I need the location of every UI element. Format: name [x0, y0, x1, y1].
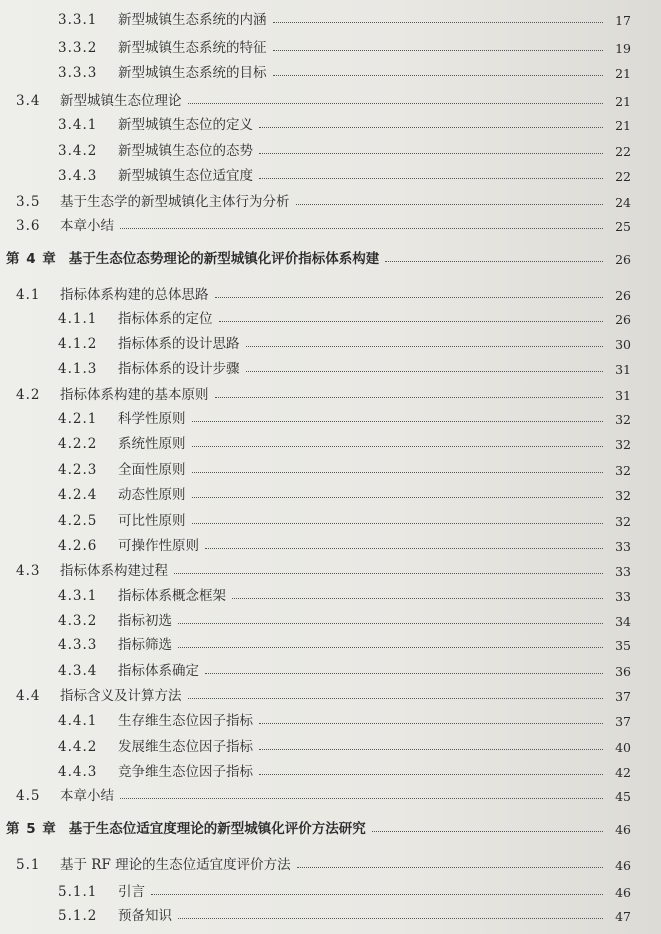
- toc-entry[interactable]: [0, 111, 661, 133]
- toc-entry-title: 可操作性原则: [118, 538, 199, 554]
- toc-entry-number: 4.3: [16, 563, 41, 579]
- toc-entry-title: 指标体系构建的总体思路: [60, 287, 209, 303]
- toc-entry-number: 5.1.1: [58, 884, 98, 900]
- dot-leader: [273, 22, 604, 23]
- toc-page-number: 47: [615, 909, 631, 924]
- dot-leader: [188, 103, 604, 104]
- dot-leader: [259, 127, 603, 128]
- toc-page-number: 26: [615, 312, 631, 327]
- toc-entry-title: 新型城镇生态系统的特征: [118, 40, 267, 56]
- dot-leader: [297, 867, 603, 868]
- toc-entry-number: 3.5: [16, 194, 41, 210]
- toc-entry-title: 动态性原则: [118, 487, 186, 503]
- toc-page-number: 37: [615, 689, 631, 704]
- toc-entry-number: 4.5: [16, 788, 41, 804]
- toc-entry-number: 5.1: [16, 857, 41, 873]
- toc-entry[interactable]: [0, 188, 661, 210]
- toc-page-number: 32: [615, 412, 631, 427]
- dot-leader: [259, 774, 603, 775]
- toc-entry-number: 4.2: [16, 387, 41, 403]
- dot-leader: [259, 153, 603, 154]
- toc-entry[interactable]: [0, 682, 661, 704]
- toc-entry-number: 4.4.3: [58, 764, 98, 780]
- toc-entry-title: 基于生态位适宜度理论的新型城镇化评价方法研究: [68, 821, 366, 837]
- toc-entry-number: 3.6: [16, 218, 41, 234]
- toc-entry-title: 指标体系的设计思路: [118, 336, 240, 352]
- toc-entry[interactable]: [0, 758, 661, 780]
- toc-entry[interactable]: [0, 59, 661, 81]
- dot-leader: [219, 321, 604, 322]
- toc-entry-title: 可比性原则: [118, 513, 186, 529]
- toc-page-number: 33: [615, 564, 631, 579]
- toc-entry[interactable]: [0, 330, 661, 352]
- dot-leader: [205, 548, 603, 549]
- toc-page-number: 26: [615, 288, 631, 303]
- toc-entry-number: 4.2.3: [58, 462, 98, 478]
- toc-entry-number: 5.1.2: [58, 908, 98, 924]
- dot-leader: [246, 346, 604, 347]
- toc-entry-title: 基于生态学的新型城镇化主体行为分析: [60, 194, 290, 210]
- dot-leader: [259, 723, 603, 724]
- toc-entry[interactable]: [0, 481, 661, 503]
- toc-entry-number: 4.2.2: [58, 436, 98, 452]
- toc-entry-title: 指标体系构建的基本原则: [60, 387, 209, 403]
- toc-entry[interactable]: [0, 281, 661, 303]
- toc-entry-title: 预备知识: [118, 908, 172, 924]
- dot-leader: [192, 446, 604, 447]
- toc-page-number: 42: [615, 765, 631, 780]
- toc-entry[interactable]: [0, 87, 661, 109]
- dot-leader: [120, 228, 603, 229]
- toc-page-number: 21: [615, 118, 631, 133]
- toc-entry-number: 4.1.2: [58, 336, 98, 352]
- toc-page-number: 46: [615, 822, 631, 837]
- dot-leader: [178, 623, 603, 624]
- toc-entry-number: 4.3.1: [58, 588, 98, 604]
- toc-page-number: 17: [615, 13, 631, 28]
- toc-entry-title: 新型城镇生态位的态势: [118, 143, 253, 159]
- toc-entry-number: 4.3.3: [58, 637, 98, 653]
- toc-entry[interactable]: [0, 355, 661, 377]
- toc-entry-number: 4.3.2: [58, 613, 98, 629]
- dot-leader: [192, 421, 604, 422]
- dot-leader: [296, 204, 604, 205]
- dot-leader: [188, 698, 604, 699]
- toc-page-number: 30: [615, 337, 631, 352]
- dot-leader: [273, 75, 604, 76]
- toc-page-number: 32: [615, 437, 631, 452]
- toc-page-number: 21: [615, 94, 631, 109]
- toc-page-number: 32: [615, 514, 631, 529]
- toc-entry-number: 4.4.2: [58, 739, 98, 755]
- toc-entry[interactable]: [0, 532, 661, 554]
- toc-entry[interactable]: [0, 430, 661, 452]
- toc-entry[interactable]: [0, 782, 661, 804]
- toc-page-number: 34: [615, 614, 631, 629]
- toc-entry-title: 新型城镇生态位适宜度: [118, 168, 253, 184]
- toc-page-number: 46: [615, 858, 631, 873]
- toc-entry[interactable]: [0, 6, 661, 28]
- toc-entry-title: 新型城镇生态位理论: [60, 93, 182, 109]
- toc-entry-title: 科学性原则: [118, 411, 186, 427]
- toc-entry[interactable]: [0, 212, 661, 234]
- dot-leader: [178, 918, 603, 919]
- toc-entry-number: 4.3.4: [58, 663, 98, 679]
- dot-leader: [215, 297, 604, 298]
- toc-page-number: 32: [615, 488, 631, 503]
- dot-leader: [246, 371, 604, 372]
- toc-entry-number: 3.3.1: [58, 12, 98, 28]
- toc-page-number: 31: [615, 362, 631, 377]
- toc-page-number: 25: [615, 219, 631, 234]
- toc-entry-title: 系统性原则: [118, 436, 186, 452]
- toc-page-number: 36: [615, 664, 631, 679]
- toc-entry-title: 指标体系构建过程: [60, 563, 168, 579]
- toc-entry[interactable]: [0, 405, 661, 427]
- toc-entry-title: 生存维生态位因子指标: [118, 713, 253, 729]
- dot-leader: [151, 894, 603, 895]
- toc-entry[interactable]: [0, 557, 661, 579]
- toc-chapter-entry[interactable]: [0, 815, 661, 837]
- toc-page-number: 45: [615, 789, 631, 804]
- toc-page-number: 32: [615, 463, 631, 478]
- dot-leader: [372, 831, 603, 832]
- toc-entry-title: 新型城镇生态系统的内涵: [118, 12, 267, 28]
- toc-entry[interactable]: [0, 137, 661, 159]
- dot-leader: [120, 798, 603, 799]
- toc-chapter-entry[interactable]: [0, 245, 661, 267]
- toc-entry[interactable]: [0, 878, 661, 900]
- toc-entry-number: 4.4.1: [58, 713, 98, 729]
- toc-entry-title: 竞争维生态位因子指标: [118, 764, 253, 780]
- toc-entry-title: 引言: [118, 884, 145, 900]
- toc-entry[interactable]: [0, 582, 661, 604]
- toc-entry-number: 3.4.3: [58, 168, 98, 184]
- toc-page-number: 22: [615, 169, 631, 184]
- dot-leader: [178, 647, 603, 648]
- toc-page-number: 21: [615, 66, 631, 81]
- toc-entry[interactable]: [0, 381, 661, 403]
- toc-entry-number: 4.1.3: [58, 361, 98, 377]
- toc-entry-title: 指标体系的设计步骤: [118, 361, 240, 377]
- toc-entry[interactable]: [0, 305, 661, 327]
- toc-entry-number: 3.4.2: [58, 143, 98, 159]
- toc-page-number: 46: [615, 885, 631, 900]
- toc-page-number: 33: [615, 539, 631, 554]
- dot-leader: [192, 523, 604, 524]
- toc-entry[interactable]: [0, 34, 661, 56]
- toc-entry-title: 本章小结: [60, 218, 114, 234]
- dot-leader: [273, 50, 604, 51]
- dot-leader: [232, 598, 603, 599]
- toc-page-number: 37: [615, 714, 631, 729]
- toc-entry-title: 新型城镇生态位的定义: [118, 117, 253, 133]
- toc-entry-title: 指标初选: [118, 613, 172, 629]
- toc-entry[interactable]: [0, 657, 661, 679]
- toc-page-number: 33: [615, 589, 631, 604]
- toc-entry-title: 指标体系确定: [118, 663, 199, 679]
- toc-entry-title: 发展维生态位因子指标: [118, 739, 253, 755]
- toc-entry-number: 4.2.6: [58, 538, 98, 554]
- toc-entry[interactable]: [0, 851, 661, 873]
- toc-page-number: 35: [615, 638, 631, 653]
- toc-entry[interactable]: [0, 902, 661, 924]
- toc-entry-number: 4.1.1: [58, 311, 98, 327]
- dot-leader: [259, 178, 603, 179]
- toc-entry-number: 第 5 章: [6, 821, 57, 837]
- toc-page-number: 40: [615, 740, 631, 755]
- toc-entry[interactable]: [0, 607, 661, 629]
- toc-entry-title: 基于生态位态势理论的新型城镇化评价指标体系构建: [68, 251, 380, 267]
- toc-page-number: 19: [615, 41, 631, 56]
- dot-leader: [174, 573, 603, 574]
- toc-entry-title: 新型城镇生态系统的目标: [118, 65, 267, 81]
- toc-entry-number: 3.3.2: [58, 40, 98, 56]
- toc-entry-number: 第 4 章: [6, 251, 57, 267]
- toc-entry[interactable]: [0, 707, 661, 729]
- toc-entry-number: 4.2.4: [58, 487, 98, 503]
- toc-entry-number: 4.2.5: [58, 513, 98, 529]
- toc-entry-number: 4.4: [16, 688, 41, 704]
- toc-entry-title: 全面性原则: [118, 462, 186, 478]
- toc-entry[interactable]: [0, 631, 661, 653]
- toc-entry-title: 指标筛选: [118, 637, 172, 653]
- toc-entry-number: 4.2.1: [58, 411, 98, 427]
- toc-entry[interactable]: [0, 162, 661, 184]
- toc-entry-number: 4.1: [16, 287, 41, 303]
- dot-leader: [215, 397, 604, 398]
- toc-entry-title: 基于 RF 理论的生态位适宜度评价方法: [60, 857, 291, 873]
- dot-leader: [192, 497, 604, 498]
- toc-entry-title: 指标体系概念框架: [118, 588, 226, 604]
- toc-entry-number: 3.4: [16, 93, 41, 109]
- toc-page-number: 24: [615, 195, 631, 210]
- dot-leader: [385, 261, 603, 262]
- toc-entry[interactable]: [0, 456, 661, 478]
- toc-entry-title: 指标含义及计算方法: [60, 688, 182, 704]
- toc-page-number: 26: [615, 252, 631, 267]
- toc-entry-number: 3.4.1: [58, 117, 98, 133]
- toc-entry-title: 本章小结: [60, 788, 114, 804]
- toc-entry[interactable]: [0, 733, 661, 755]
- dot-leader: [205, 673, 603, 674]
- toc-entry[interactable]: [0, 507, 661, 529]
- toc-entry-number: 3.3.3: [58, 65, 98, 81]
- dot-leader: [259, 749, 603, 750]
- toc-page-number: 31: [615, 388, 631, 403]
- toc-page-number: 22: [615, 144, 631, 159]
- toc-entry-title: 指标体系的定位: [118, 311, 213, 327]
- dot-leader: [192, 472, 604, 473]
